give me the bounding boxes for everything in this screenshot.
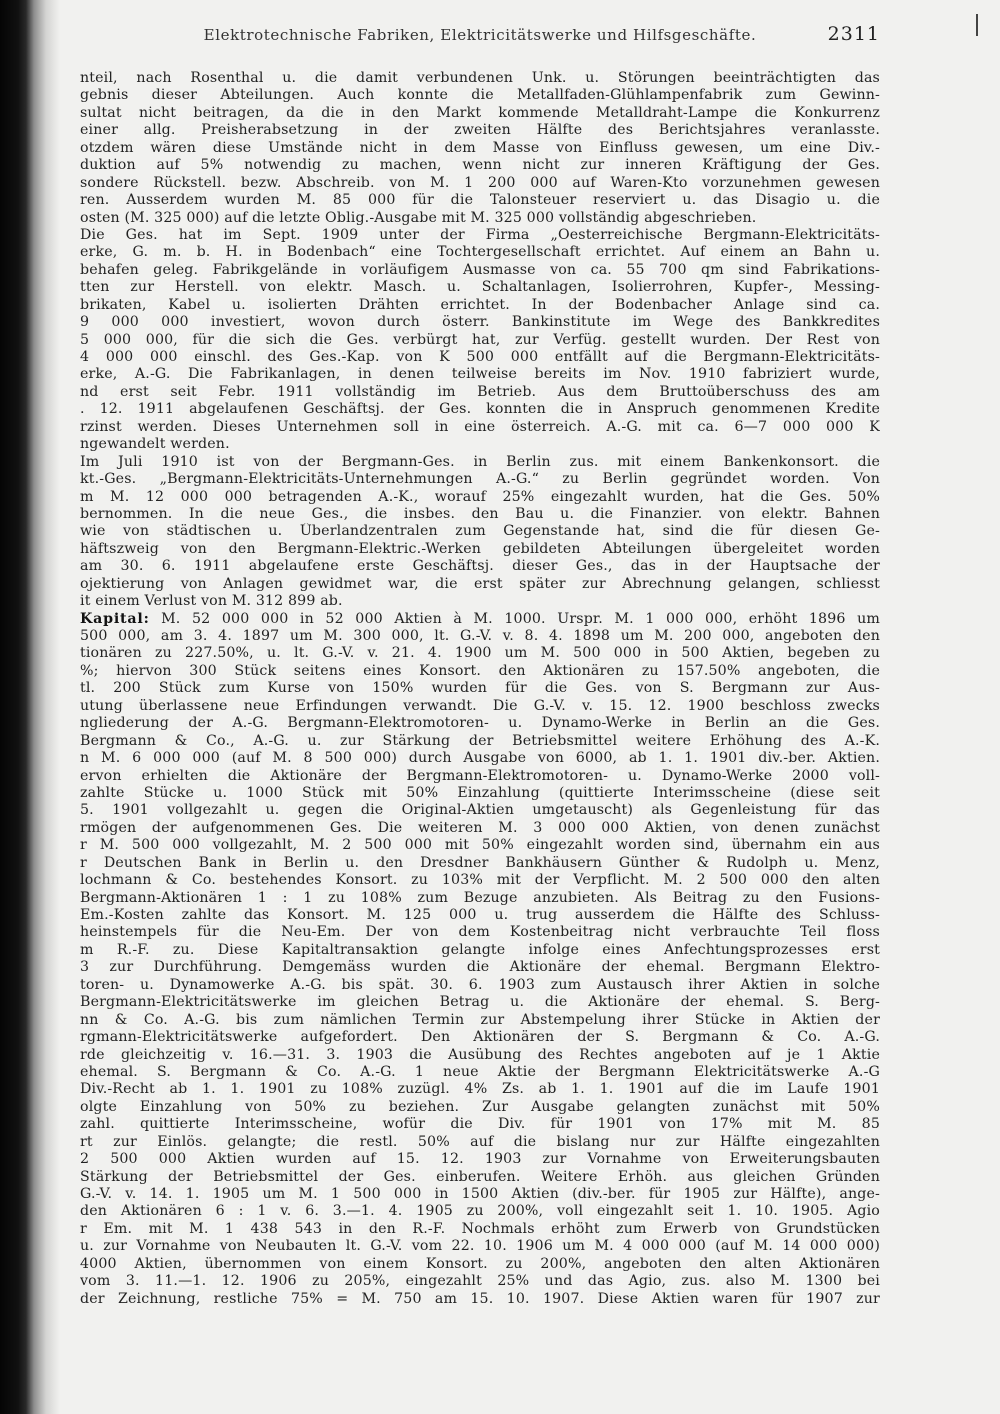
running-title: Elektrotechnische Fabriken, Elektricitätswerke und Hilfsgeschäfte.	[203, 26, 757, 44]
line-text: Bergmann-Elektricitätswerke im gleichen Betrag u. die Aktionäre der ehemal. S. Berg-	[80, 994, 880, 1011]
line-text: 4000 Aktien, übernommen von einem Konsort. zu 200%, angeboten den alten Aktionären	[80, 1255, 880, 1272]
document-page	[80, 18, 880, 1308]
text-line	[80, 366, 880, 383]
line-text: rt zur Einlös. gelangte; die restl. 50% auf die bislang nur zur Hälfte eingezahlten	[80, 1133, 880, 1150]
text-line	[80, 1238, 880, 1255]
line-text: bernommen. In die neue Ges., die insbes. den Bau u. die Finanzier. von elektr. Bahnen	[80, 505, 880, 522]
text-line	[80, 1186, 880, 1203]
text-line	[80, 977, 880, 994]
book-binding-edge	[0, 0, 60, 1414]
line-text: 5 000 000, für die sich die Ges. verbürgt hat, zur Verfüg. gestellt wurden. Der Rest von	[80, 331, 880, 348]
text-line	[80, 1012, 880, 1029]
text-line	[80, 122, 880, 139]
text-line	[80, 70, 880, 87]
line-text: otzdem wären diese Umstände nicht in dem Masse von Einfluss gewesen, um eine Div.-	[80, 139, 880, 156]
text-line	[80, 489, 880, 506]
line-text: 2 500 000 Aktien wurden auf 15. 12. 1903 zur Vornahme von Erweiterungsbauten	[80, 1151, 880, 1168]
line-text: häftszweig von den Bergmann-Elektric.-Werken gebildeten Abteilungen übergeleitet worden	[80, 540, 880, 557]
line-text: am 30. 6. 1911 abgelaufene erste Geschäftsj. dieser Ges., das in der Hauptsache der	[80, 558, 880, 575]
text-line	[80, 576, 880, 593]
text-line	[80, 558, 880, 575]
line-text: einer allg. Preisherabsetzung in der zweiten Hälfte des Berichtsjahres veranlasste.	[80, 122, 880, 139]
text-line	[80, 750, 880, 767]
line-text: tten zur Herstell. von elektr. Masch. u. Schaltanlagen, Isolierrohren, Kupfer-, Messing-	[80, 279, 880, 296]
text-line	[80, 890, 880, 907]
text-line	[80, 1169, 880, 1186]
text-line	[80, 279, 880, 296]
margin-mark	[976, 14, 978, 36]
line-text: G.-V. v. 14. 1. 1905 um M. 1 500 000 in 1500 Aktien (div.-ber. für 1905 zur Hälfte), ange-	[80, 1186, 880, 1202]
line-text: erke, G. m. b. H. in Bodenbach“ eine Tochtergesellschaft errichtet. Auf einem an Bahn u.	[80, 244, 880, 261]
line-text: duktion auf 5% notwendig zu machen, wenn nicht zur inneren Kräftigung der Ges.	[80, 157, 880, 174]
line-text: tionären zu 227.50%, u. lt. G.-V. v. 21. 4. 1900 um M. 500 000 in 500 Aktien, begeben zu	[80, 645, 880, 662]
text-line	[80, 1256, 880, 1273]
text-line	[80, 262, 880, 279]
text-line	[80, 1203, 880, 1220]
line-text: der Zeichnung, restliche 75% = M. 750 am 15. 10. 1907. Diese Aktien waren für 1907 zur	[80, 1290, 880, 1307]
line-text: . 12. 1911 abgelaufenen Geschäftsj. der Ges. konnten die in Anspruch genommenen Kredite	[80, 401, 880, 418]
line-text: ehemal. S. Bergmann & Co. A.-G. 1 neue Aktie der Bergmann Elektricitätswerke A.-G	[80, 1063, 880, 1080]
text-line	[80, 1116, 880, 1133]
text-line	[80, 314, 880, 331]
line-text: olgte Einzahlung von 50% zu beziehen. Zur Ausgabe gelangten zunächst mit 50%	[80, 1098, 880, 1115]
text-line	[80, 680, 880, 697]
line-text: osten (M. 325 000) auf die letzte Oblig.-Ausgabe mit M. 325 000 vollständig abgeschrieben.	[80, 209, 757, 226]
line-text: m M. 12 000 000 betragenden A.-K., worauf 25% eingezahlt wurden, hat die Ges. 50%	[80, 488, 880, 505]
line-text: m R.-F. zu. Diese Kapitaltransaktion gelangte infolge eines Anfechtungsprozesses erst	[80, 941, 880, 958]
line-text: M. 52 000 000 in 52 000 Aktien à M. 1000. Urspr. M. 1 000 000, erhöht 1896 um	[149, 610, 880, 627]
line-text: 500 000, am 3. 4. 1897 um M. 300 000, lt. G.-V. v. 8. 4. 1898 um M. 200 000, angeboten den	[80, 628, 880, 644]
text-line	[80, 837, 880, 854]
text-line	[80, 593, 880, 610]
line-text: rzinst werden. Dieses Unternehmen soll in eine österreich. A.-G. mit ca. 6—7 000 000 K	[80, 418, 880, 435]
line-text: 9 000 000 investiert, wovon durch österr. Bankinstitute im Wege des Bankkredites	[80, 314, 880, 331]
text-line	[80, 454, 880, 471]
text-line	[80, 907, 880, 924]
line-text: rmögen der aufgenommenen Ges. Die weiteren M. 3 000 000 Aktien, von denen zunächst	[80, 819, 880, 836]
line-text: %; hiervon 300 Stück seitens eines Konsort. den Aktionären zu 157.50% angeboten, die	[80, 662, 880, 679]
line-text: ervon erhielten die Aktionäre der Bergmann-Elektromotoren- u. Dynamo-Werke 2000 voll-	[80, 767, 880, 784]
text-line	[80, 959, 880, 976]
text-line	[80, 297, 880, 314]
text-line	[80, 872, 880, 889]
text-line	[80, 611, 880, 628]
text-line	[80, 855, 880, 872]
line-text: Die Ges. hat im Sept. 1909 unter der Firma „Oesterreichische Bergmann-Elektricitäts-	[80, 226, 880, 243]
text-line	[80, 1099, 880, 1116]
line-text: r M. 500 000 vollgezahlt, M. 2 500 000 mit 50% eingezahlt worden sind, übernahm ein aus	[80, 837, 880, 854]
text-line	[80, 663, 880, 680]
line-text: utung überlassene neue Erfindungen verwandt. Die G.-V. v. 15. 12. 1900 beschloss zwecks	[80, 697, 880, 714]
text-line	[80, 140, 880, 157]
text-line	[80, 349, 880, 366]
line-text: nn & Co. A.-G. bis zum nämlichen Termin zur Abstempelung ihrer Stücke in Aktien der	[80, 1011, 880, 1028]
text-line	[80, 436, 880, 453]
text-line	[80, 994, 880, 1011]
line-text: behafen geleg. Fabrikgelände in vorläufigem Ausmasse von ca. 55 700 qm sind Fabrikations-	[80, 261, 880, 278]
text-line	[80, 1221, 880, 1238]
text-line	[80, 523, 880, 540]
line-text: heinstempels für die Neu-Em. Der von dem Kostenbeitrag nicht verbrauchte Teil floss	[80, 924, 880, 941]
text-line	[80, 192, 880, 209]
text-line	[80, 384, 880, 401]
line-text: r Em. mit M. 1 438 543 in den R.-F. Nochmals erhöht zum Erwerb von Grundstücken	[80, 1220, 880, 1237]
line-text: nteil, nach Rosenthal u. die damit verbundenen Unk. u. Störungen beeinträchtigten das	[80, 70, 880, 86]
text-line	[80, 227, 880, 244]
text-line	[80, 105, 880, 122]
text-line	[80, 942, 880, 959]
line-text: Bergmann-Aktionären 1 : 1 zu 108% zum Bezuge anzubieten. Als Beitrag zu den Fusions-	[80, 889, 880, 906]
line-text: toren- u. Dynamowerke A.-G. bis spät. 30. 6. 1903 zum Austausch ihrer Aktien in solche	[80, 976, 880, 993]
line-text: zahl. quittierte Interimsscheine, wofür die Div. für 1901 von 17% mit M. 85	[80, 1116, 880, 1133]
line-text: Stärkung der Betriebsmittel der Ges. einberufen. Weitere Erhöh. aus gleichen Gründen	[80, 1168, 880, 1185]
line-text: r Deutschen Bank in Berlin u. den Dresdner Bankhäusern Günther & Rudolph u. Menz,	[80, 854, 880, 871]
line-text: ojektierung von Anlagen gewidmet war, die erst später zur Abrechnung gelangen, schliesst	[80, 575, 880, 592]
text-line	[80, 1151, 880, 1168]
text-line	[80, 506, 880, 523]
text-line	[80, 768, 880, 785]
line-text: 5. 1901 vollgezahlt u. gegen die Original-Aktien umgetauscht) als Gegenleistung für das	[80, 802, 880, 819]
line-text: vom 3. 11.—1. 12. 1906 zu 205%, eingezahlt 25% und das Agio, zus. also M. 1300 bei	[80, 1273, 880, 1290]
line-text: n M. 6 000 000 (auf M. 8 500 000) durch Ausgabe von 6000, ab 1. 1. 1901 div.-ber. Aktien.	[80, 750, 880, 767]
line-text: sondere Rückstell. bezw. Abschreib. von M. 1 200 000 auf Waren-Kto vorzunehmen gewesen	[80, 174, 880, 191]
line-text: sultat nicht beitragen, da die in den Markt kommende Metalldraht-Lampe die Konkurrenz	[80, 104, 880, 121]
line-text: zahlte Stücke u. 1000 Stück mit 50% Einzahlung (quittierte Interimsscheine (diese seit	[80, 784, 880, 801]
line-text: rgmann-Elektricitätswerke aufgefordert. Den Aktionären der S. Bergmann & Co. A.-G.	[80, 1029, 880, 1046]
text-line	[80, 157, 880, 174]
body-text	[80, 70, 880, 1308]
line-text: it einem Verlust von M. 312 899 ab.	[80, 593, 343, 610]
text-line	[80, 1029, 880, 1046]
line-text: 3 zur Durchführung. Demgemäss wurden die Aktionäre der ehemal. Bergmann Elektro-	[80, 959, 880, 976]
line-text: kt.-Ges. „Bergmann-Elektricitäts-Unternehmungen A.-G.“ zu Berlin gegründet worden. Von	[80, 471, 880, 488]
line-text: tl. 200 Stück zum Kurse von 150% wurden für die Ges. von S. Bergmann zur Aus-	[80, 680, 880, 697]
text-line	[80, 628, 880, 645]
text-line	[80, 419, 880, 436]
text-line	[80, 785, 880, 802]
text-line	[80, 715, 880, 732]
text-line	[80, 1291, 880, 1308]
section-keyword: Kapital:	[80, 610, 150, 627]
line-text: lochmann & Co. bestehendes Konsort. zu 103% mit der Verpflicht. M. 2 500 000 den alten	[80, 872, 880, 889]
text-line	[80, 401, 880, 418]
line-text: Im Juli 1910 ist von der Bergmann-Ges. in Berlin zus. mit einem Bankenkonsort. die	[80, 453, 880, 470]
line-text: gebnis dieser Abteilungen. Auch konnte die Metallfaden-Glühlampenfabrik zum Gewinn-	[80, 87, 880, 104]
line-text: brikaten, Kabel u. isolierten Drähten errichtet. In der Bodenbacher Anlage sind ca.	[80, 296, 880, 313]
line-text: 4 000 000 einschl. des Ges.-Kap. von K 500 000 entfällt auf die Bergmann-Elektricitäts-	[80, 349, 880, 365]
text-line	[80, 1273, 880, 1290]
text-line	[80, 802, 880, 819]
text-line	[80, 820, 880, 837]
line-text: wie von städtischen u. Überlandzentralen zum Gegenstande hat, sind die für diesen Ge-	[80, 523, 880, 540]
line-text: Bergmann & Co., A.-G. u. zur Stärkung der Betriebsmittel weitere Erhöhung des A.-K.	[80, 732, 880, 749]
text-line	[80, 332, 880, 349]
text-line	[80, 175, 880, 192]
text-line	[80, 1134, 880, 1151]
line-text: ren. Ausserdem wurden M. 85 000 für die Talonsteuer reserviert u. das Disagio u. die	[80, 192, 880, 209]
line-text: Div.-Recht ab 1. 1. 1901 zu 108% zuzügl. 4% Zs. ab 1. 1. 1901 auf die im Laufe 1901	[80, 1081, 880, 1098]
text-line	[80, 924, 880, 941]
text-line	[80, 87, 880, 104]
line-text: nd erst seit Febr. 1911 vollständig im Betrieb. Aus dem Bruttoüberschuss des am	[80, 383, 880, 400]
line-text: Em.-Kosten zahlte das Konsort. M. 125 000 u. trug ausserdem die Hälfte des Schluss-	[80, 907, 880, 923]
text-line	[80, 471, 880, 488]
line-text: den Aktionären 6 : 1 v. 6. 3.—1. 4. 1905 zu 200%, voll eingezahlt seit 1. 10. 1905. Agio	[80, 1203, 880, 1220]
line-text: erke, A.-G. Die Fabrikanlagen, in denen teilweise bereits im Nov. 1910 fabriziert wurde,	[80, 366, 880, 383]
text-line	[80, 733, 880, 750]
line-text: ngewandelt werden.	[80, 436, 230, 453]
text-line	[80, 1064, 880, 1081]
page-number: 2311	[827, 23, 880, 45]
line-text: u. zur Vornahme von Neubauten lt. G.-V. vom 22. 10. 1906 um M. 4 000 000 (auf M. 14 000 000)	[80, 1238, 880, 1255]
text-line	[80, 645, 880, 662]
line-text: ngliederung der A.-G. Bergmann-Elektromotoren- u. Dynamo-Werke in Berlin an die Ges.	[80, 715, 880, 732]
text-line	[80, 698, 880, 715]
line-text: rde gleichzeitig v. 16.—31. 3. 1903 die Ausübung des Rechtes angeboten auf je 1 Aktie	[80, 1046, 880, 1063]
text-line	[80, 244, 880, 261]
text-line	[80, 1081, 880, 1098]
text-line	[80, 210, 880, 227]
text-line	[80, 541, 880, 558]
running-header	[80, 18, 880, 52]
text-line	[80, 1047, 880, 1064]
